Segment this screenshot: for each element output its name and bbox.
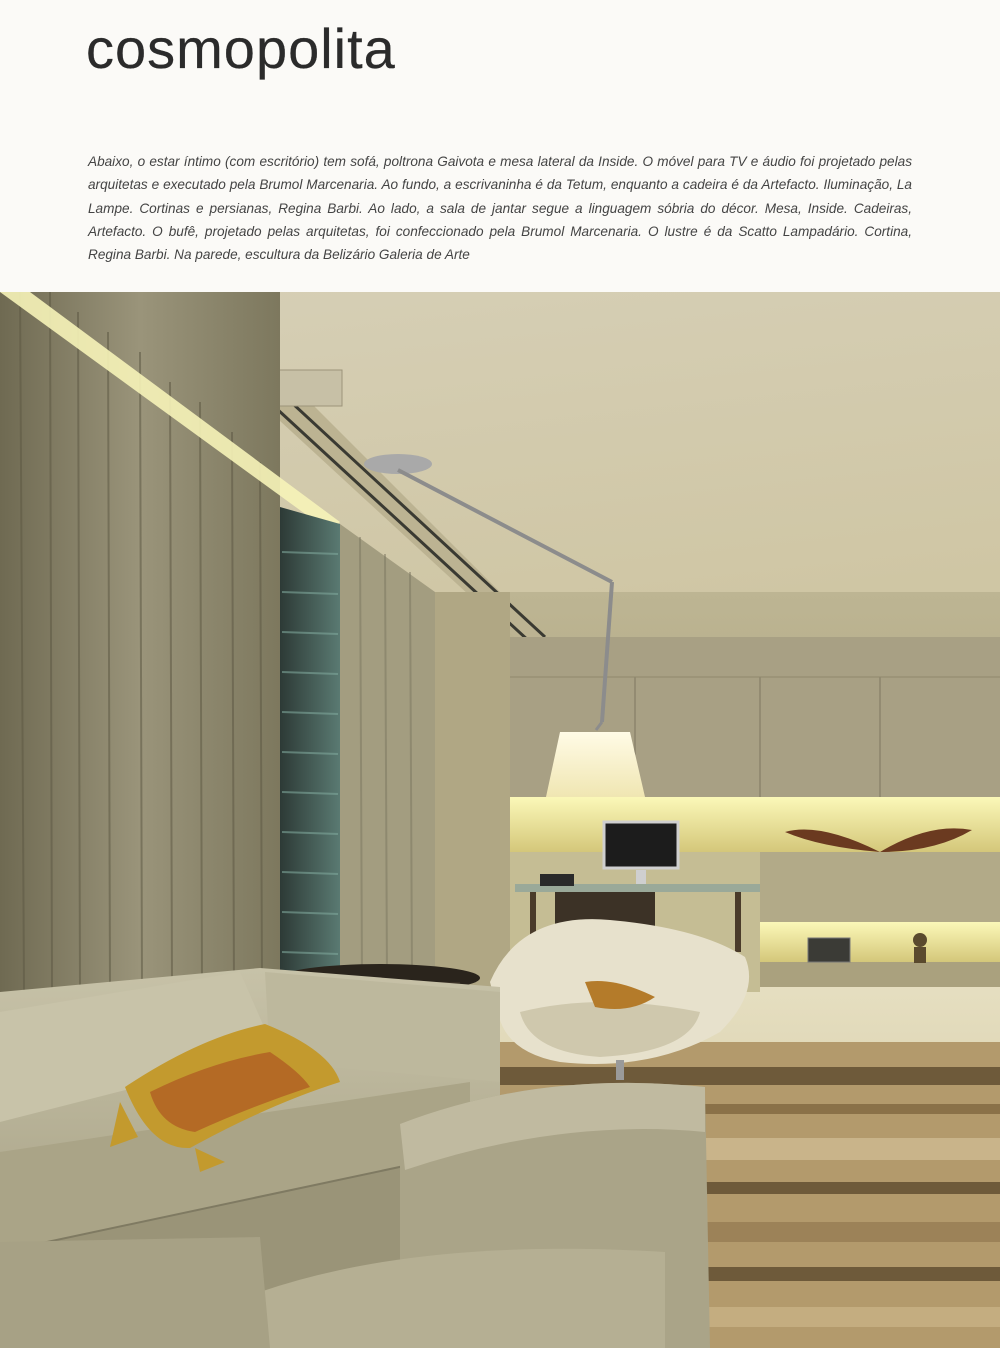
monitor <box>604 822 678 868</box>
photo-caption: Abaixo, o estar íntimo (com escritório) tem sofá, poltrona Gaivota e mesa lateral da Inside. O móvel para TV e áudio foi projetado pelas arquitetas e executado pela Brumol Marcenaria. Ao fundo, a escrivaninha é da Tetum, enquanto a cadeira é da Artefacto. Iluminação, La Lampe. Cortinas e persianas, Regina Barbi. Ao lado, a sala de jantar segue a linguagem sóbria do décor. Mesa, Inside. Cadeiras, Artefacto. O bufê, projetado pelas arquitetas, foi confeccionado pela Brumol Marcenaria. O lustre é da Scatto Lampadário. Cortina, Regina Barbi. Na parede, escultura da Belizário Galeria de Arte <box>88 154 912 263</box>
lamp-shade <box>546 732 645 797</box>
page-title: cosmopolita <box>86 17 396 80</box>
interior-photo <box>0 292 1000 1348</box>
window-blind <box>280 507 340 992</box>
